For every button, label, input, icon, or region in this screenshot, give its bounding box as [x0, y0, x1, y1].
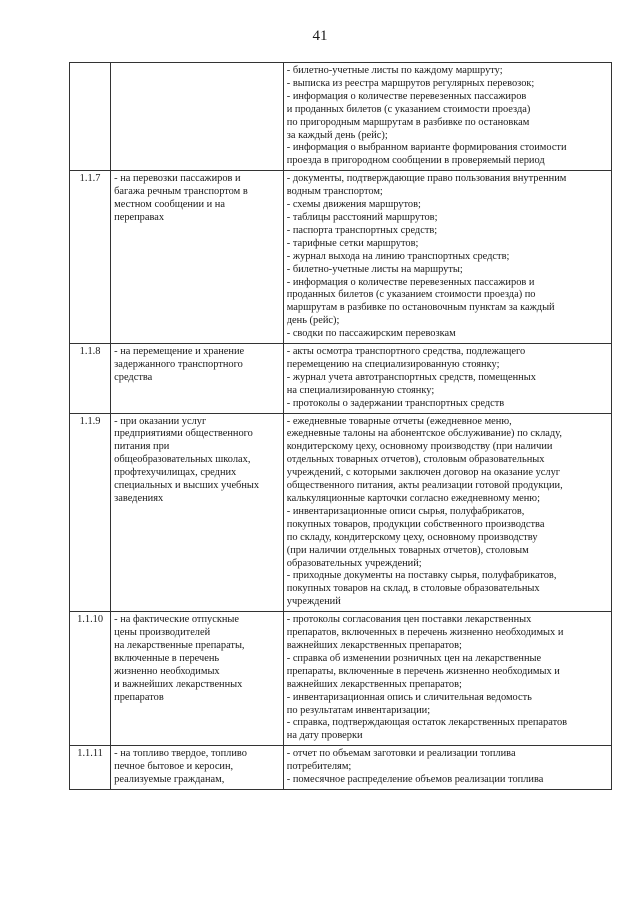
description-line: цены производителей — [114, 627, 211, 639]
item-documents — [283, 413, 611, 612]
document-line: ежедневные талоны на абонентское обслуживание) по складу, — [286, 428, 562, 440]
description-line: включенные в перечень — [114, 652, 220, 664]
table-row — [70, 344, 612, 414]
document-line: - информация о выбранном варианте формирования стоимости — [286, 142, 567, 154]
document-line: проезда в пригородном сообщении в проверяемый период — [286, 155, 545, 167]
document-line: по результатам инвентаризации; — [286, 704, 431, 716]
document-line: перемещению на специализированную стоянку; — [286, 358, 500, 370]
document-line: кондитерскому цеху, основному производству (при наличии — [286, 441, 553, 453]
description-line: заведениях — [114, 493, 164, 504]
description-line: - на перемещение и хранение — [114, 346, 245, 358]
table-row — [70, 746, 612, 790]
document-line: на специализированную стоянку; — [286, 384, 435, 396]
document-line: - справка об изменении розничных цен на лекарственные — [286, 652, 542, 664]
item-number: 1.1.9 — [70, 413, 111, 612]
document-line: общественного питания, акты реализации готовой продукции, — [286, 480, 563, 492]
document-line: день (рейс); — [286, 315, 340, 327]
description-line: - при оказании услуг — [114, 415, 207, 427]
description-line: средства — [114, 371, 153, 383]
description-line: и важнейших лекарственных — [114, 678, 243, 690]
item-description — [111, 746, 284, 790]
description-line: переправах — [114, 211, 165, 223]
document-line: учреждений, с которыми заключен договор на оказание услуг — [286, 467, 561, 479]
document-line: важнейших лекарственных препаратов; — [286, 639, 462, 651]
document-line: - билетно-учетные листы по каждому маршруту; — [286, 65, 503, 76]
document-line: и проданных билетов (с указанием стоимости проезда) — [286, 103, 531, 115]
table-body — [70, 63, 612, 790]
description-line: - на топливо твердое, топливо — [114, 748, 247, 760]
table-row — [70, 63, 612, 171]
table-row — [70, 413, 612, 612]
document-line: - инвентаризационная опись и сличительная ведомость — [286, 691, 532, 703]
page-number: 41 — [312, 28, 328, 44]
document-line: - акты осмотра транспортного средства, подлежащего — [286, 346, 526, 358]
document-line: учреждений — [286, 596, 341, 608]
description-line: задержанного транспортного — [114, 358, 243, 370]
document-line: - информация о количестве перевезенных пассажиров — [286, 90, 527, 102]
document-line: - отчет по объемам заготовки и реализации топлива — [286, 748, 516, 760]
description-line: жизненно необходимых — [114, 665, 220, 677]
description-line: препаратов — [114, 691, 164, 703]
document-line: - ежедневные товарные отчеты (ежедневное меню, — [286, 415, 512, 427]
document-line: покупных товаров на склад, в столовые образовательных — [286, 583, 540, 595]
item-description — [111, 413, 284, 612]
item-documents — [283, 746, 611, 790]
document-line: - протоколы о задержании транспортных средств — [286, 397, 505, 409]
document-line: за каждый день (рейс); — [286, 129, 388, 141]
document-line: - паспорта транспортных средств; — [286, 224, 438, 236]
document-line: (при наличии отдельных товарных отчетов), столовым — [286, 544, 529, 556]
item-number — [70, 63, 111, 171]
description-line: предприятиями общественного — [114, 428, 253, 440]
description-line: специальных и высших учебных — [114, 480, 260, 492]
document-line: по пригородным маршрутам в разбивке по остановкам — [286, 116, 530, 128]
item-description — [111, 63, 284, 171]
document-line: - таблицы расстояний маршрутов; — [286, 211, 438, 223]
document-line: - журнал учета автотранспортных средств, помещенных — [286, 371, 536, 383]
item-description — [111, 612, 284, 746]
item-number: 1.1.7 — [70, 171, 111, 344]
document-line: на дату проверки — [286, 730, 363, 742]
item-documents — [283, 63, 611, 171]
description-line: реализуемые гражданам, — [114, 774, 225, 786]
document-line: - журнал выхода на линию транспортных средств; — [286, 250, 510, 262]
document-line: проданных билетов (с указанием стоимости проезда) по — [286, 289, 536, 301]
document-line: - сводки по пассажирским перевозкам — [286, 328, 456, 340]
document-line: - выписка из реестра маршрутов регулярных перевозок; — [286, 77, 535, 89]
item-documents — [283, 171, 611, 344]
description-line: - на перевозки пассажиров и — [114, 173, 241, 185]
document-line: водным транспортом; — [286, 186, 383, 198]
document-line: маршрутам в разбивке по остановочным пунктам за каждый — [286, 302, 555, 314]
document-line: - информация о количестве перевезенных пассажиров и — [286, 276, 535, 288]
item-documents — [283, 344, 611, 414]
document-line: по складу, кондитерскому цеху, основному производству — [286, 531, 538, 543]
document-line: важнейших лекарственных препаратов; — [286, 678, 462, 690]
document-line: потребителям; — [286, 761, 352, 773]
description-line: на лекарственные препараты, — [114, 639, 245, 651]
description-line: печное бытовое и керосин, — [114, 761, 234, 773]
document-line: - помесячное распределение объемов реализации топлива — [286, 774, 544, 786]
document-table — [69, 62, 612, 790]
document-line: препаратов, включенных в перечень жизненно необходимых и — [286, 627, 564, 639]
description-line: общеобразовательных школах, — [114, 454, 251, 466]
table-row — [70, 612, 612, 746]
description-line: - на фактические отпускные — [114, 614, 240, 626]
document-line: - справка, подтверждающая остаток лекарственных препаратов — [286, 717, 568, 729]
document-line: - билетно-учетные листы на маршруты; — [286, 263, 463, 275]
description-line: питания при — [114, 441, 170, 453]
document-line: образовательных учреждений; — [286, 557, 422, 569]
document-line: - протоколы согласования цен поставки лекарственных — [286, 614, 532, 626]
item-number: 1.1.8 — [70, 344, 111, 414]
item-number: 1.1.10 — [70, 612, 111, 746]
document-line: препараты, включенные в перечень жизненно необходимых и — [286, 665, 560, 677]
description-line: профтехучилищах, средних — [114, 467, 237, 479]
table-row — [70, 171, 612, 344]
item-number: 1.1.11 — [70, 746, 111, 790]
description-line: местном сообщении и на — [114, 199, 225, 211]
document-line: - схемы движения маршрутов; — [286, 199, 421, 211]
document-line: отдельных товарных отчетов), столовым образовательных — [286, 454, 545, 466]
document-line: покупных товаров, продукции собственного производства — [286, 518, 545, 530]
document-line: - приходные документы на поставку сырья, полуфабрикатов, — [286, 570, 557, 582]
document-line: калькуляционные карточки согласно ежедневному меню; — [286, 493, 540, 504]
description-line: багажа речным транспортом в — [114, 186, 248, 198]
item-documents — [283, 612, 611, 746]
item-description — [111, 344, 284, 414]
item-description — [111, 171, 284, 344]
document-line: - тарифные сетки маршрутов; — [286, 237, 419, 249]
document-line: - документы, подтверждающие право пользования внутренним — [286, 173, 567, 185]
document-line: - инвентаризационные описи сырья, полуфабрикатов, — [286, 505, 525, 517]
